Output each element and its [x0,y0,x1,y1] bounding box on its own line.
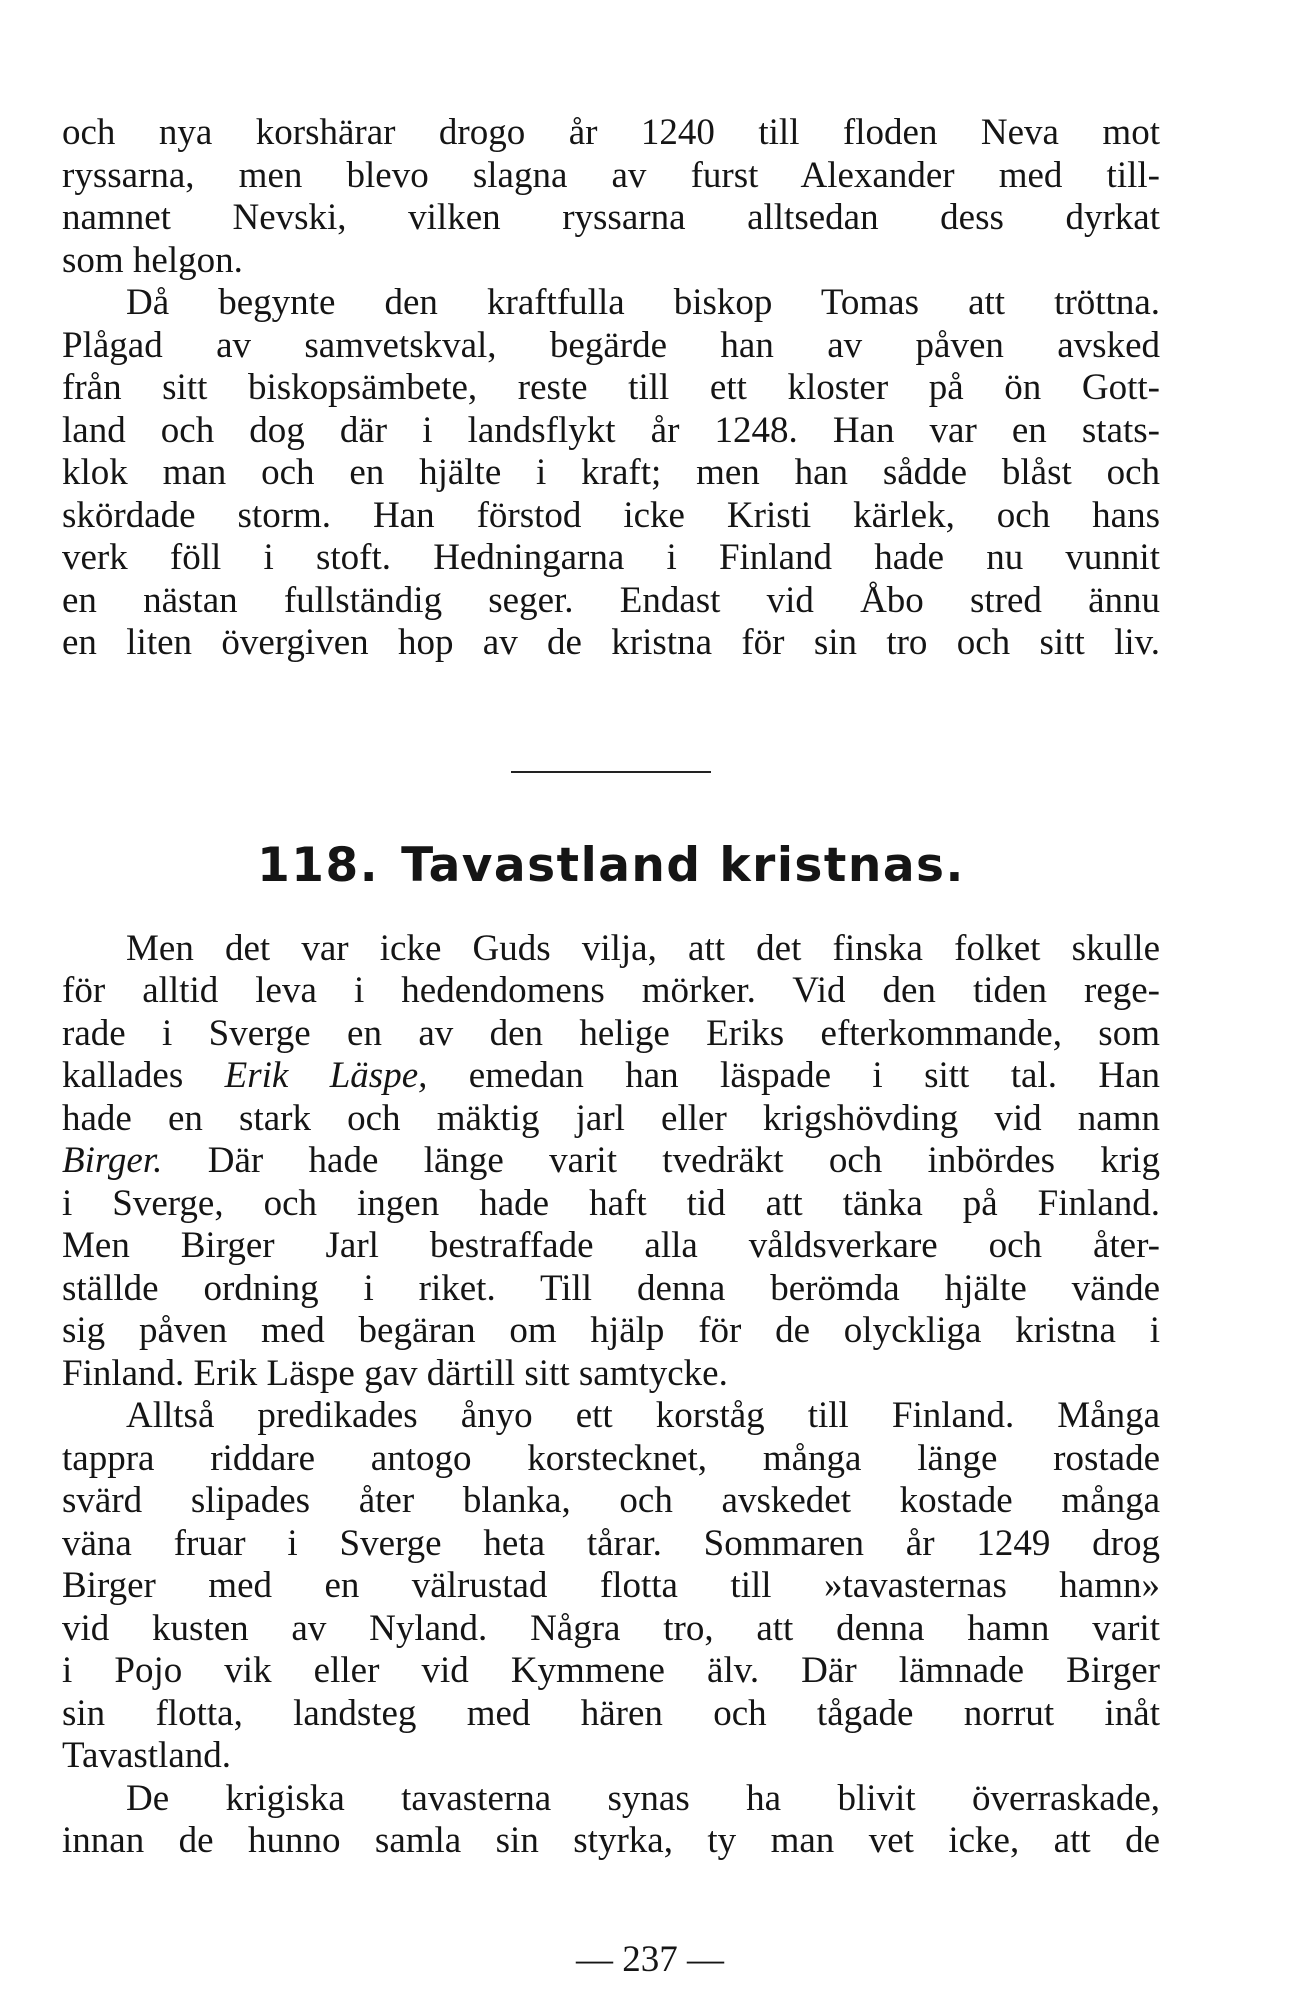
text-fragment: kallades [62,1055,225,1096]
text-line: för alltid leva i hedendomens mörker. Vid den tiden rege- [62,970,1160,1011]
text-line: innan de hunno samla sin styrka, ty man vet icke, att de [62,1820,1160,1861]
text-fragment: Där hade länge varit tvedräkt och inbördes krig [162,1140,1160,1181]
paragraph-4 [62,1395,1160,1778]
text-line: som helgon. [62,239,243,281]
text-line: Tavastland. [62,1735,231,1776]
text-line: sin flotta, landsteg med hären och tågade norrut inåt [62,1692,1160,1734]
text-line: De krigiska tavasterna synas ha blivit överraskade, [126,1777,1160,1819]
paragraph-1 [62,112,1160,282]
text-line: rade i Sverge en av den helige Eriks efterkommande, som [62,1012,1160,1054]
page-text [62,112,1160,1863]
text-line: verk föll i stoft. Hedningarna i Finland hade nu vunnit [62,537,1160,578]
text-fragment: emedan han läspade i sitt tal. Han [427,1055,1160,1096]
text-line: skördade storm. Han förstod icke Kristi kärlek, och hans [62,494,1160,536]
text-line: i Pojo vik eller vid Kymmene älv. Där lämnade Birger [62,1650,1160,1691]
text-line: Finland. Erik Läspe gav därtill sitt samtycke. [62,1352,728,1394]
section-number: 118. [257,837,380,893]
text-line: Alltså predikades ånyo ett korståg till Finland. Många [126,1395,1160,1436]
text-line: Men Birger Jarl bestraffade alla våldsverkare och åter- [62,1225,1160,1266]
text-line: Då begynte den kraftfulla biskop Tomas att tröttna. [126,282,1160,323]
text-line: ställde ordning i riket. Till denna berömda hjälte vände [62,1267,1160,1309]
text-line: en nästan fullständig seger. Endast vid Åbo stred ännu [62,579,1160,621]
text-line: svärd slipades åter blanka, och avskedet kostade många [62,1480,1160,1521]
text-line [62,1055,1160,1098]
paragraph-2 [62,282,1160,665]
section-divider [511,771,711,773]
text-line: en liten övergiven hop av de kristna för sin tro och sitt liv. [62,622,1160,663]
text-line: väna fruar i Sverge heta tårar. Sommaren år 1249 drog [62,1522,1160,1564]
text-line: Birger med en välrustad flotta till »tavasternas hamn» [62,1565,1160,1606]
paragraph-3 [62,928,1160,1396]
section-title: Tavastland kristnas. [401,837,965,893]
section-heading [62,838,1160,893]
text-line: Men det var icke Guds vilja, att det finska folket skulle [126,927,1160,969]
text-line: sig påven med begäran om hjälp för de olyckliga kristna i [62,1310,1160,1351]
italic-name: Erik Läspe, [224,1055,428,1096]
text-line: i Sverge, och ingen hade haft tid att tänka på Finland. [62,1182,1160,1224]
text-line: vid kusten av Nyland. Några tro, att denna hamn varit [62,1607,1160,1649]
text-line: och nya korshärar drogo år 1240 till floden Neva mot [62,112,1160,153]
text-line: ryssarna, men blevo slagna av furst Alexander med till- [62,154,1160,196]
text-line [62,1140,1160,1183]
italic-name: Birger. [62,1140,163,1181]
text-line: namnet Nevski, vilken ryssarna alltsedan dess dyrkat [62,197,1160,238]
text-line: tappra riddare antogo korstecknet, många länge rostade [62,1437,1160,1479]
text-line: klok man och en hjälte i kraft; men han sådde blåst och [62,452,1160,493]
text-line: Plågad av samvetskval, begärde han av påven avsked [62,324,1160,366]
text-line: land och dog där i landsflykt år 1248. Han var en stats- [62,409,1160,451]
text-line: hade en stark och mäktig jarl eller krigshövding vid namn [62,1097,1160,1139]
page-number: — 237 — [576,1939,724,1980]
paragraph-5 [62,1778,1160,1863]
text-line: från sitt biskopsämbete, reste till ett kloster på ön Gott- [62,367,1160,408]
